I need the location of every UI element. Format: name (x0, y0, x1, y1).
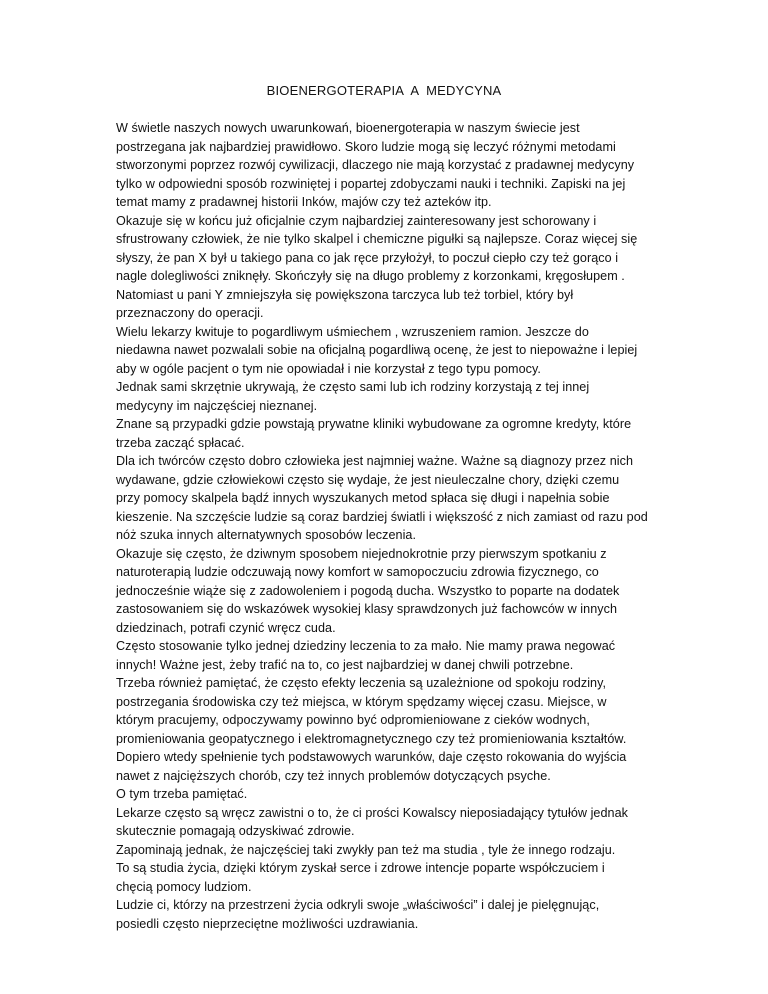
text-line: Okazuje się w końcu już oficjalnie czym najbardziej zainteresowany jest schorowany i (116, 213, 597, 228)
text-line: którym pracujemy, odpoczywamy powinno być odpromieniowane z cieków wodnych, (116, 713, 590, 727)
text-line: W świetle naszych nowych uwarunkowań, bioenergoterapia w naszym świecie jest (116, 121, 580, 135)
text-line: postrzegania środowiska czy też miejsca, w którym spędzamy więcej czasu. Miejsce, w (116, 694, 607, 709)
text-line: Jednak sami skrzętnie ukrywają, że często sami lub ich rodziny korzystają z tej innej (116, 380, 590, 394)
text-line: Znane są przypadki gdzie powstają prywatne kliniki wybudowane za ogromne kredyty, które (116, 417, 632, 431)
text-line: zastosowaniem się do wskazówek wysokiej klasy sprawdzonych już fachowców w innych (116, 602, 618, 616)
text-line: Zapominają jednak, że najczęściej taki zwykły pan też ma studia , tyle że innego rodzaju. (116, 842, 616, 857)
text-line: postrzegana jak najbardziej prawidłowo. Skoro ludzie mogą się leczyć różnymi metodami (116, 139, 616, 154)
text-line: naturoterapią ludzie odczuwają nowy komfort w samopoczuciu zdrowia fizycznego, co (116, 565, 599, 579)
text-line: innych! Ważne jest, żeby trafić na to, co jest najbardziej w danej chwili potrzebne. (116, 657, 574, 672)
text-line: chęcią pomocy ludziom. (116, 879, 252, 894)
text-line: Dla ich twórców często dobro człowieka jest najmniej ważne. Ważne są diagnozy przez nich (116, 454, 634, 468)
text-line: Dopiero wtedy spełnienie tych podstawowych warunków, daje często rokowania do wyjścia (116, 750, 627, 764)
text-line: słyszy, że pan X był u takiego pana co jak ręce przyłożył, to poczuł ciepło czy też gorąco i (116, 250, 619, 265)
text-line: jednocześnie wiąże się z zadowoleniem i pogodą ducha. Wszystko to poparte na dodatek (116, 583, 620, 598)
text-line: przeznaczony do operacji. (116, 306, 264, 320)
text-line: Natomiast u pani Y zmniejszyła się powiększona tarczyca lub też torbiel, który był (116, 287, 574, 302)
text-line: wydawane, gdzie człowiekowi często się wydaje, że jest nieuleczalne chory, dzięki czemu (116, 472, 620, 487)
text-line: dziedzinach, potrafi czynić wręcz cuda. (116, 620, 336, 635)
text-line: aby w ogóle pacjent o tym nie opowiadał i nie korzystał z tego typu pomocy. (116, 361, 541, 376)
text-line: skutecznie pomagają odzyskiwać zdrowie. (116, 824, 355, 838)
text-line: tylko w odpowiedni sposób rozwiniętej i popartej zdobyczami nauki i techniki. Zapiski na jej (116, 176, 626, 191)
text-line: Okazuje się często, że dziwnym sposobem niejednokrotnie przy pierwszym spotkaniu z (116, 546, 607, 561)
text-line: nawet z najcięższych chorób, czy też innych problemów dotyczących psyche. (116, 768, 551, 783)
text-line: temat mamy z pradawnej historii Inków, majów czy też azteków itp. (116, 195, 492, 209)
text-line: nóż szuka innych alternatywnych sposobów leczenia. (116, 528, 417, 542)
text-line: Trzeba również pamiętać, że często efekty leczenia są uzależnione od spokoju rodziny, (116, 676, 607, 690)
text-line: Wielu lekarzy kwituje to pogardliwym uśmiechem , wzruszeniem ramion. Jeszcze do (116, 324, 589, 339)
text-line: To są studia życia, dzięki którym zyskał serce i zdrowe intencje poparte współczuciem i (116, 861, 605, 875)
text-line: medycyny im najczęściej nieznanej. (116, 398, 318, 413)
text-line: Często stosowanie tylko jednej dziedziny leczenia to za mało. Nie mamy prawa negować (116, 639, 616, 653)
text-line: posiedli często nieprzeciętne możliwości uzdrawiania. (116, 916, 419, 931)
text-line: O tym trzeba pamiętać. (116, 787, 248, 801)
text-line: trzeba zacząć spłacać. (116, 435, 245, 450)
text-line: Ludzie ci, którzy na przestrzeni życia odkryli swoje „właściwości” i dalej je pielęgnując, (116, 898, 600, 912)
text-line: przy pomocy skalpela bądź innych wyszukanych metod spłaca się długi i napełnia sobie (116, 491, 610, 505)
text-line: niedawna nawet pozwalali sobie na oficjalną pogardliwą ocenę, że jest to niepoważne i lepiej (116, 343, 638, 357)
document-body (116, 119, 676, 933)
text-line: promieniowania geopatycznego i elektromagnetycznego czy też promieniowania kształtów. (116, 731, 627, 746)
text-line: nagle dolegliwości zniknęły. Skończyły się na długo problemy z korzonkami, kręgosłupem . (116, 269, 625, 283)
document-title: BIOENERGOTERAPIA A MEDYCYNA (266, 83, 502, 98)
text-line: sfrustrowany człowiek, że nie tylko skalpel i chemiczne pigułki są najlepsze. Coraz więcej się (116, 232, 638, 246)
text-line: Lekarze często są wręcz zawistni o to, że ci prości Kowalscy nieposiadający tytułów jednak (116, 805, 628, 820)
text-line: stworzonymi poprzez rozwój cywilizacji, dlaczego nie mają korzystać z pradawnej medycyny (116, 158, 635, 172)
text-line: kieszenie. Na szczęście ludzie są coraz bardziej światli i większość z nich zamiast od razu pod (116, 509, 648, 524)
